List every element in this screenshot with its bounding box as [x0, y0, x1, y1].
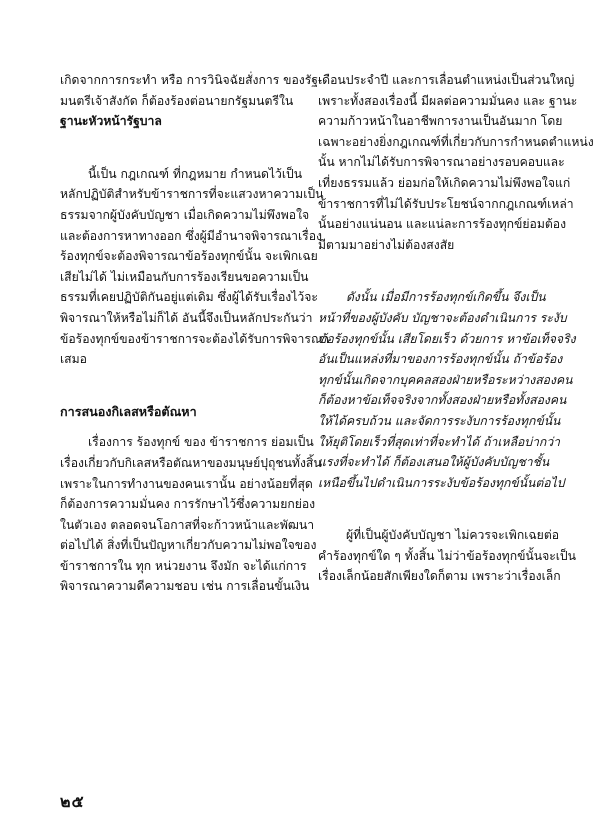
text-line: คำร้องทุกข์ใด ๆ ทั้งสิ้น ไม่ว่าข้อร้องทุกข์นั้นจะเป็น	[318, 548, 576, 563]
text-line: ร้องทุกข์จะต้องพิจารณาข้อร้องทุกข์นั้น จะเพิกเฉย	[60, 249, 318, 264]
text-line: นี้เป็น กฎเกณฑ์ ที่กฎหมาย กำหนดไว้เป็น	[88, 166, 303, 181]
text-line: ความก้าวหน้าในอาชีพการงานเป็นอันมาก โดย	[318, 114, 563, 129]
text-line: เรื่องการ ร้องทุกข์ ของ ข้าราชการ ย่อมเป็น	[88, 435, 314, 450]
text-line: ธรรมจากผู้บังคับบัญชา เมื่อเกิดความไม่พึงพอใจ	[60, 207, 310, 222]
text-line: หลักปฏิบัติสำหรับข้าราชการที่จะแสวงหาความเป็น	[60, 187, 324, 202]
text-line: นั้นอย่างแน่นอน และแน่ละการร้องทุกข์ย่อมต้อง	[318, 217, 567, 232]
paragraph	[60, 432, 322, 597]
page-number: ๒๕	[60, 792, 85, 811]
text-line: เที่ยงธรรมแล้ว ย่อมก่อให้เกิดความไม่พึงพอใจแก่	[318, 175, 571, 190]
text-line: เฉพาะอย่างยิ่งกฎเกณฑ์ที่เกี่ยวกับการกำหนดตำแหน่ง	[318, 134, 594, 149]
right-column	[318, 70, 594, 587]
left-column	[60, 70, 330, 597]
text-line: เหนือขึ้นไปดำเนินการระงับข้อร้องทุกข์นั้นต่อไป	[318, 475, 565, 490]
paragraph	[60, 70, 323, 132]
text-line: พิจารณาความดีความชอบ เช่น การเลื่อนขั้นเงิน	[60, 579, 310, 594]
text-line: เดือนประจำปี และการเลื่อนตำแหน่งเป็นส่วนใหญ่	[318, 73, 575, 87]
text-line: พิจารณาให้หรือไม่ก็ได้ อันนี้จึงเป็นหลักประกันว่า	[60, 310, 313, 325]
text-line: ข้อร้องทุกข์ของข้าราชการจะต้องได้รับการพิจารณา	[60, 331, 330, 346]
text-line: ข้อร้องทุกข์นั้น เสียโดยเร็ว ด้วยการ หาข้อเท็จจริง	[318, 331, 576, 346]
text-line: ให้ได้ครบถ้วน และจัดการระงับการร้องทุกข์นั้น	[318, 413, 561, 428]
text-line: เรื่องเล็กน้อยสักเพียงใดก็ตาม เพราะว่าเรื่องเล็ก	[318, 569, 561, 584]
text-line: เพราะในการทำงานของคนเรานั้น อย่างน้อยที่สุด	[60, 476, 313, 491]
text-line: ก็ต้องการความมั่นคง การรักษาไว้ซึ่งความยกย่อง	[60, 497, 316, 512]
section-heading: การสนองกิเลสหรือตัณหา	[60, 403, 197, 419]
text-line: เสมอ	[60, 352, 87, 367]
text-line: เพราะทั้งสองเรื่องนี้ มีผลต่อความมั่นคง และ ฐานะ	[318, 93, 578, 108]
text-line: ผู้ที่เป็นผู้บังคับบัญชา ไม่ควรจะเพิกเฉยต่อ	[346, 528, 560, 543]
paragraph	[60, 164, 330, 370]
text-line: ต่อไปได้ สิ่งที่เป็นปัญหาเกี่ยวกับความไม่พอใจของ	[60, 538, 317, 553]
text-line: มีตามมาอย่างไม่ต้องสงสัย	[318, 237, 455, 252]
text-line: ข้าราชการใน ทุก หน่วยงาน จึงมัก จะได้แก่การ	[60, 558, 307, 573]
text-line: ฐานะหัวหน้ารัฐบาล	[60, 114, 162, 129]
paragraph	[318, 70, 594, 255]
text-line: ดังนั้น เมื่อมีการร้องทุกข์เกิดขึ้น จึงเป็น	[346, 290, 546, 305]
text-line: ธรรมที่เคยปฏิบัติกันอยู่แต่เดิม ซึ่งผู้ได้รับเรื่องไว้จะ	[60, 290, 318, 305]
text-line: ก็ต้องหาข้อเท็จจริงจากทั้งสองฝ่ายหรือทั้งสองคน	[318, 393, 567, 408]
paragraph	[318, 525, 576, 587]
text-line: มนตรีเจ้าสังกัด ก็ต้องร้องต่อนายกรัฐมนตรีใน	[60, 93, 294, 108]
text-line: อันเป็นแหล่งที่มาของการร้องทุกข์นั้น ถ้าข้อร้อง	[318, 352, 563, 367]
text-line: ในตัวเอง ตลอดจนโอกาสที่จะก้าวหน้าและพัฒนา	[60, 517, 315, 532]
text-line: หน้าที่ของผู้บังคับ บัญชาจะต้องดำเนินการ ระงับ	[318, 310, 567, 325]
text-line: เกิดจากการกระทำ หรือ การวินิจฉัยสั่งการ ของรัฐ-	[60, 73, 323, 87]
paragraph	[318, 287, 576, 493]
text-line: เสียไม่ได้ ไม่เหมือนกับการร้องเรียนขอความเป็น	[60, 269, 309, 284]
text-line: ข้าราชการที่ไม่ได้รับประโยชน์จากกฎเกณฑ์เหล่า	[318, 196, 574, 211]
text-line: ทุกข์นั้นเกิดจากบุคคลสองฝ่ายหรือระหว่างสองคน	[318, 372, 573, 387]
text-line: นั้น หากไม่ได้รับการพิจารณาอย่างรอบคอบและ	[318, 155, 565, 170]
text-line: และต้องการหาทางออก ซึ่งผู้มีอำนาจพิจารณาเรื่อง	[60, 228, 322, 243]
text-line: ให้ยุติโดยเร็วที่สุดเท่าที่จะทำได้ ถ้าเหลือบ่ากว่า	[318, 434, 561, 449]
text-line: แรงที่จะทำได้ ก็ต้องเสนอให้ผู้บังคับบัญชาชั้น	[318, 455, 550, 470]
text-line: เรื่องเกี่ยวกับกิเลสหรือตัณหาของมนุษย์ปุถุชนทั้งสิ้น	[60, 455, 322, 470]
